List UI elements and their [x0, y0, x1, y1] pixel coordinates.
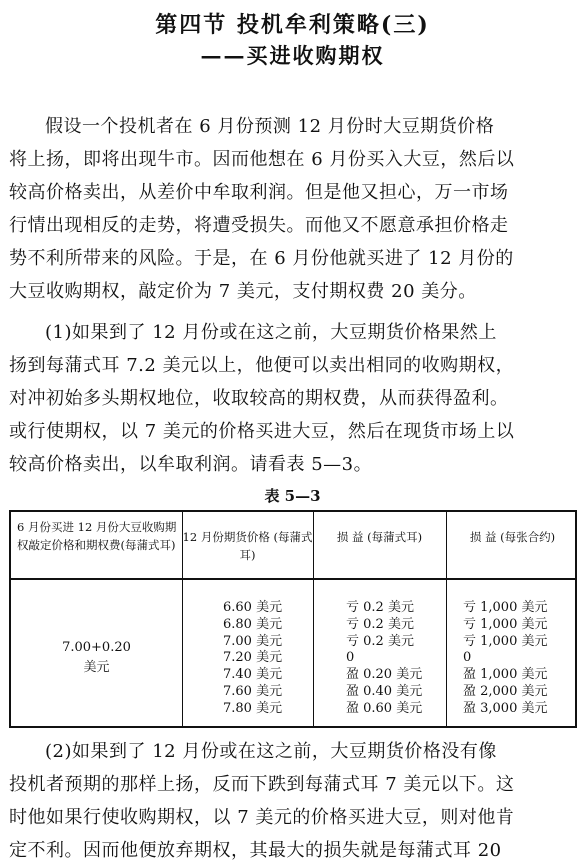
strike-premium-unit: 美元: [83, 660, 110, 675]
paragraph-line: (1)如果到了 12 月份或在这之前，大豆期货价格果然上: [45, 322, 497, 343]
paragraph-line: 时他如果行使收购期权，以 7 美元的价格买进大豆，则对他肯: [9, 807, 515, 828]
strike-premium-cell: [11, 638, 182, 678]
table-cell: 盈 1,000 美元: [463, 667, 548, 683]
paragraph-line: 假设一个投机者在 6 月份预测 12 月份时大豆期货价格: [45, 116, 495, 137]
paragraph-line: 较高价格卖出，从差价中牟取利润。但是他又担心，万一市场: [9, 182, 509, 203]
paragraph-line: (2)如果到了 12 月份或在这之前，大豆期货价格没有像: [45, 741, 497, 762]
table-cell: 亏 0.2 美元: [346, 633, 414, 649]
paragraph-line: 较高价格卖出，以牟取利润。请看表 5—3。: [9, 454, 373, 475]
section-title: 第四节 投机牟利策略(三): [155, 12, 430, 38]
table-cell: 0: [463, 650, 472, 666]
section-subtitle: ——买进收购期权: [200, 43, 385, 68]
paragraph-line: 行情出现相反的走势，将遭受损失。而他又不愿意承担价格走: [9, 215, 509, 236]
table-cell: 盈 0.40 美元: [346, 683, 423, 699]
table-cell: 盈 2,000 美元: [463, 683, 548, 699]
strike-premium-value: 7.00+0.20: [62, 640, 131, 655]
table-cell: 0: [346, 650, 355, 666]
pl-per-bushel-column: [346, 600, 422, 718]
table-cell: 盈 3,000 美元: [463, 700, 548, 716]
paragraph-line: 扬到每蒲式耳 7.2 美元以上，他便可以卖出相同的收购期权，: [9, 355, 515, 376]
header-divider: [11, 578, 575, 580]
table-cell: 7.80 美元: [223, 700, 283, 716]
table-cell: 亏 0.2 美元: [346, 600, 414, 615]
header-futures-price: 12 月份期货价格 (每蒲式耳): [182, 530, 313, 562]
paragraph-line: 对冲初始多头期权地位，收取较高的期权费，从而获得盈利。: [9, 388, 509, 409]
paragraph-line: 投机者预期的那样上扬，反而下跌到每蒲式耳 7 美元以下。这: [9, 774, 515, 795]
data-table: [9, 510, 577, 728]
pl-per-contract-column: [463, 600, 547, 718]
paragraph-line: 将上扬，即将出现牛市。因而他想在 6 月份买入大豆，然后以: [9, 149, 515, 170]
table-cell: 7.20 美元: [223, 650, 283, 666]
table-cell: 6.60 美元: [223, 600, 283, 615]
table-cell: 盈 0.60 美元: [346, 700, 423, 716]
futures-price-column: [223, 600, 282, 718]
table-cell: 亏 1,000 美元: [463, 633, 548, 649]
paragraph-line: 势不利所带来的风险。于是，在 6 月份他就买进了 12 月份的: [9, 248, 514, 269]
header-strike-premium: 6 月份买进 12 月份大豆收购期权敲定价格和期权费(每蒲式耳): [17, 520, 177, 552]
header-pl-per-contract: 损 益 (每张合约): [469, 530, 556, 544]
header-pl-per-bushel: 损 益 (每蒲式耳): [336, 530, 423, 544]
paragraph-line: 或行使期权，以 7 美元的价格买进大豆，然后在现货市场上以: [9, 421, 515, 442]
table-cell: 7.00 美元: [223, 633, 283, 649]
table-cell: 亏 1,000 美元: [463, 616, 548, 632]
table-cell: 7.40 美元: [223, 667, 283, 683]
paragraph-line: 定不利。因而他便放弃期权，其最大的损失就是每蒲式耳 20: [9, 840, 502, 861]
table-cell: 6.80 美元: [223, 616, 283, 632]
table-caption: 表 5—3: [264, 487, 321, 505]
table-cell: 7.60 美元: [223, 683, 283, 699]
table-cell: 亏 0.2 美元: [346, 616, 414, 632]
table-cell: 亏 1,000 美元: [463, 600, 548, 615]
paragraph-line: 大豆收购期权，敲定价为 7 美元，支付期权费 20 美分。: [9, 281, 477, 302]
table-cell: 盈 0.20 美元: [346, 667, 423, 683]
